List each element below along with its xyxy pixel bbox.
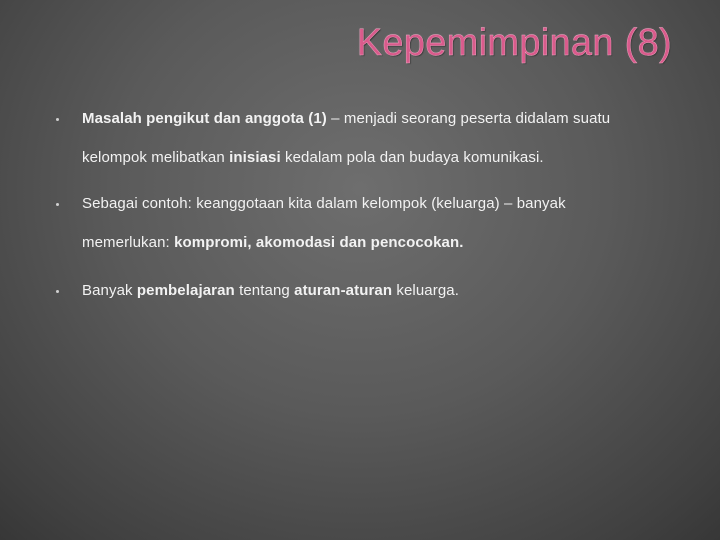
bullet-line [82,234,463,251]
bullet-text: Banyak [82,282,137,299]
bullet-text: kelompok melibatkan [82,149,230,166]
bullet-line [82,110,610,127]
bullet-dot-icon [56,290,59,293]
bullet-text: Sebagai contoh: keanggotaan kita dalam kelompok (keluarga) – banyak [82,195,566,212]
bullet-text: tentang [234,282,295,299]
bullet-text-bold: inisiasi [229,149,281,166]
bullet-text-bold: pembelajaran [136,282,235,299]
bullet-text: kedalam pola dan budaya komunikasi. [280,149,544,166]
bullet-text-bold: aturan-aturan [294,282,393,299]
bullet-line [82,149,544,166]
bullet-line [82,282,459,299]
bullet-text-bold: Masalah pengikut dan anggota (1) [82,110,327,127]
bullet-text: memerlukan: [82,234,175,251]
bullet-text: keluarga. [392,282,459,299]
bullet-dot-icon [56,118,59,121]
bullet-text: – menjadi seorang peserta didalam suatu [326,110,611,127]
slide-title: Kepemimpinan (8) [356,22,672,64]
bullet-line [82,195,566,212]
bullet-text-bold: kompromi, akomodasi dan pencocokan. [174,234,464,251]
bullet-dot-icon [56,203,59,206]
